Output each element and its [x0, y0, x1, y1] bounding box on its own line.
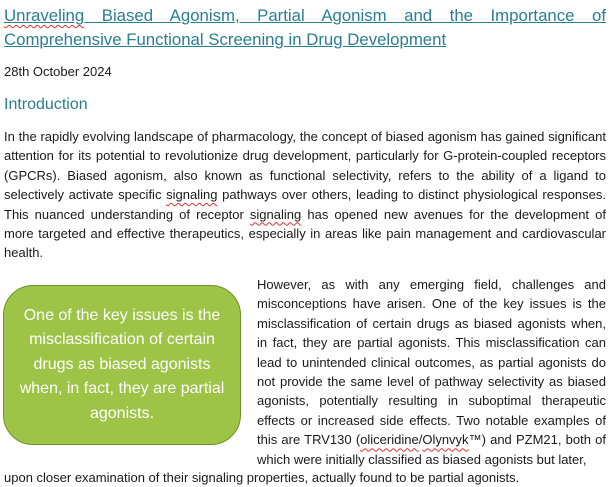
body-paragraph — [257, 275, 606, 469]
document-title — [4, 4, 606, 52]
spellcheck-word: signaling — [166, 187, 218, 203]
intro-text-a: In the rapidly evolving landscape of pharmacology, the concept of biased agonism has gained significant attention for its potential to revolutionize drug development, particularly for G-protein-coupled receptors (GPCRs). Biased agonism, also known as functional selectivity, refers to the ability of a ligand to selectively activate specific — [4, 129, 606, 203]
pull-quote-box — [3, 285, 241, 445]
intro-text-b: pathways over others, leading to distinct physiological responses. This nuanced understanding of receptor — [4, 187, 606, 222]
intro-text-c: has opened new avenues for the development of more targeted and effective therapeutics, especially in areas like pain management and cardiovascular health. — [4, 206, 606, 261]
body-text-b: ™) and PZM21, both of which were initially classified as biased agonists but later, — [257, 432, 607, 467]
spellcheck-word: Olynvyk — [422, 432, 469, 448]
document-date: 28th October 2024 — [4, 64, 112, 79]
spellcheck-word: Unraveling — [4, 6, 85, 25]
intro-paragraph — [4, 127, 606, 263]
body-slash: / — [418, 432, 423, 448]
section-heading: Introduction — [4, 96, 88, 113]
spellcheck-word: oliceridine — [360, 432, 419, 448]
document-title-text: Biased Agonism, Partial Agonism and the Importance of Comprehensive Functional Screening in Drug Development — [4, 6, 606, 49]
spellcheck-word: signaling — [249, 206, 302, 222]
body-continuation: upon closer examination of their signaling properties, actually found to be partial agonists. — [4, 470, 520, 485]
pull-quote-text: One of the key issues is the misclassification of certain drugs as biased agonists when, in fact, they are partial agonists. — [19, 306, 225, 422]
body-text-a: However, as with any emerging field, challenges and misconceptions have arisen. One of the key issues is the misclassification of certain drugs as biased agonists when, in fact, they are partial agonists. This misclassification can lead to unintended clinical outcomes, as partial agonists do not provide the same level of pathway selectivity as biased agonists, potentially resulting in suboptimal therapeutic effects or increased side effects. Two notable examples of this are TRV130 ( — [257, 277, 606, 448]
